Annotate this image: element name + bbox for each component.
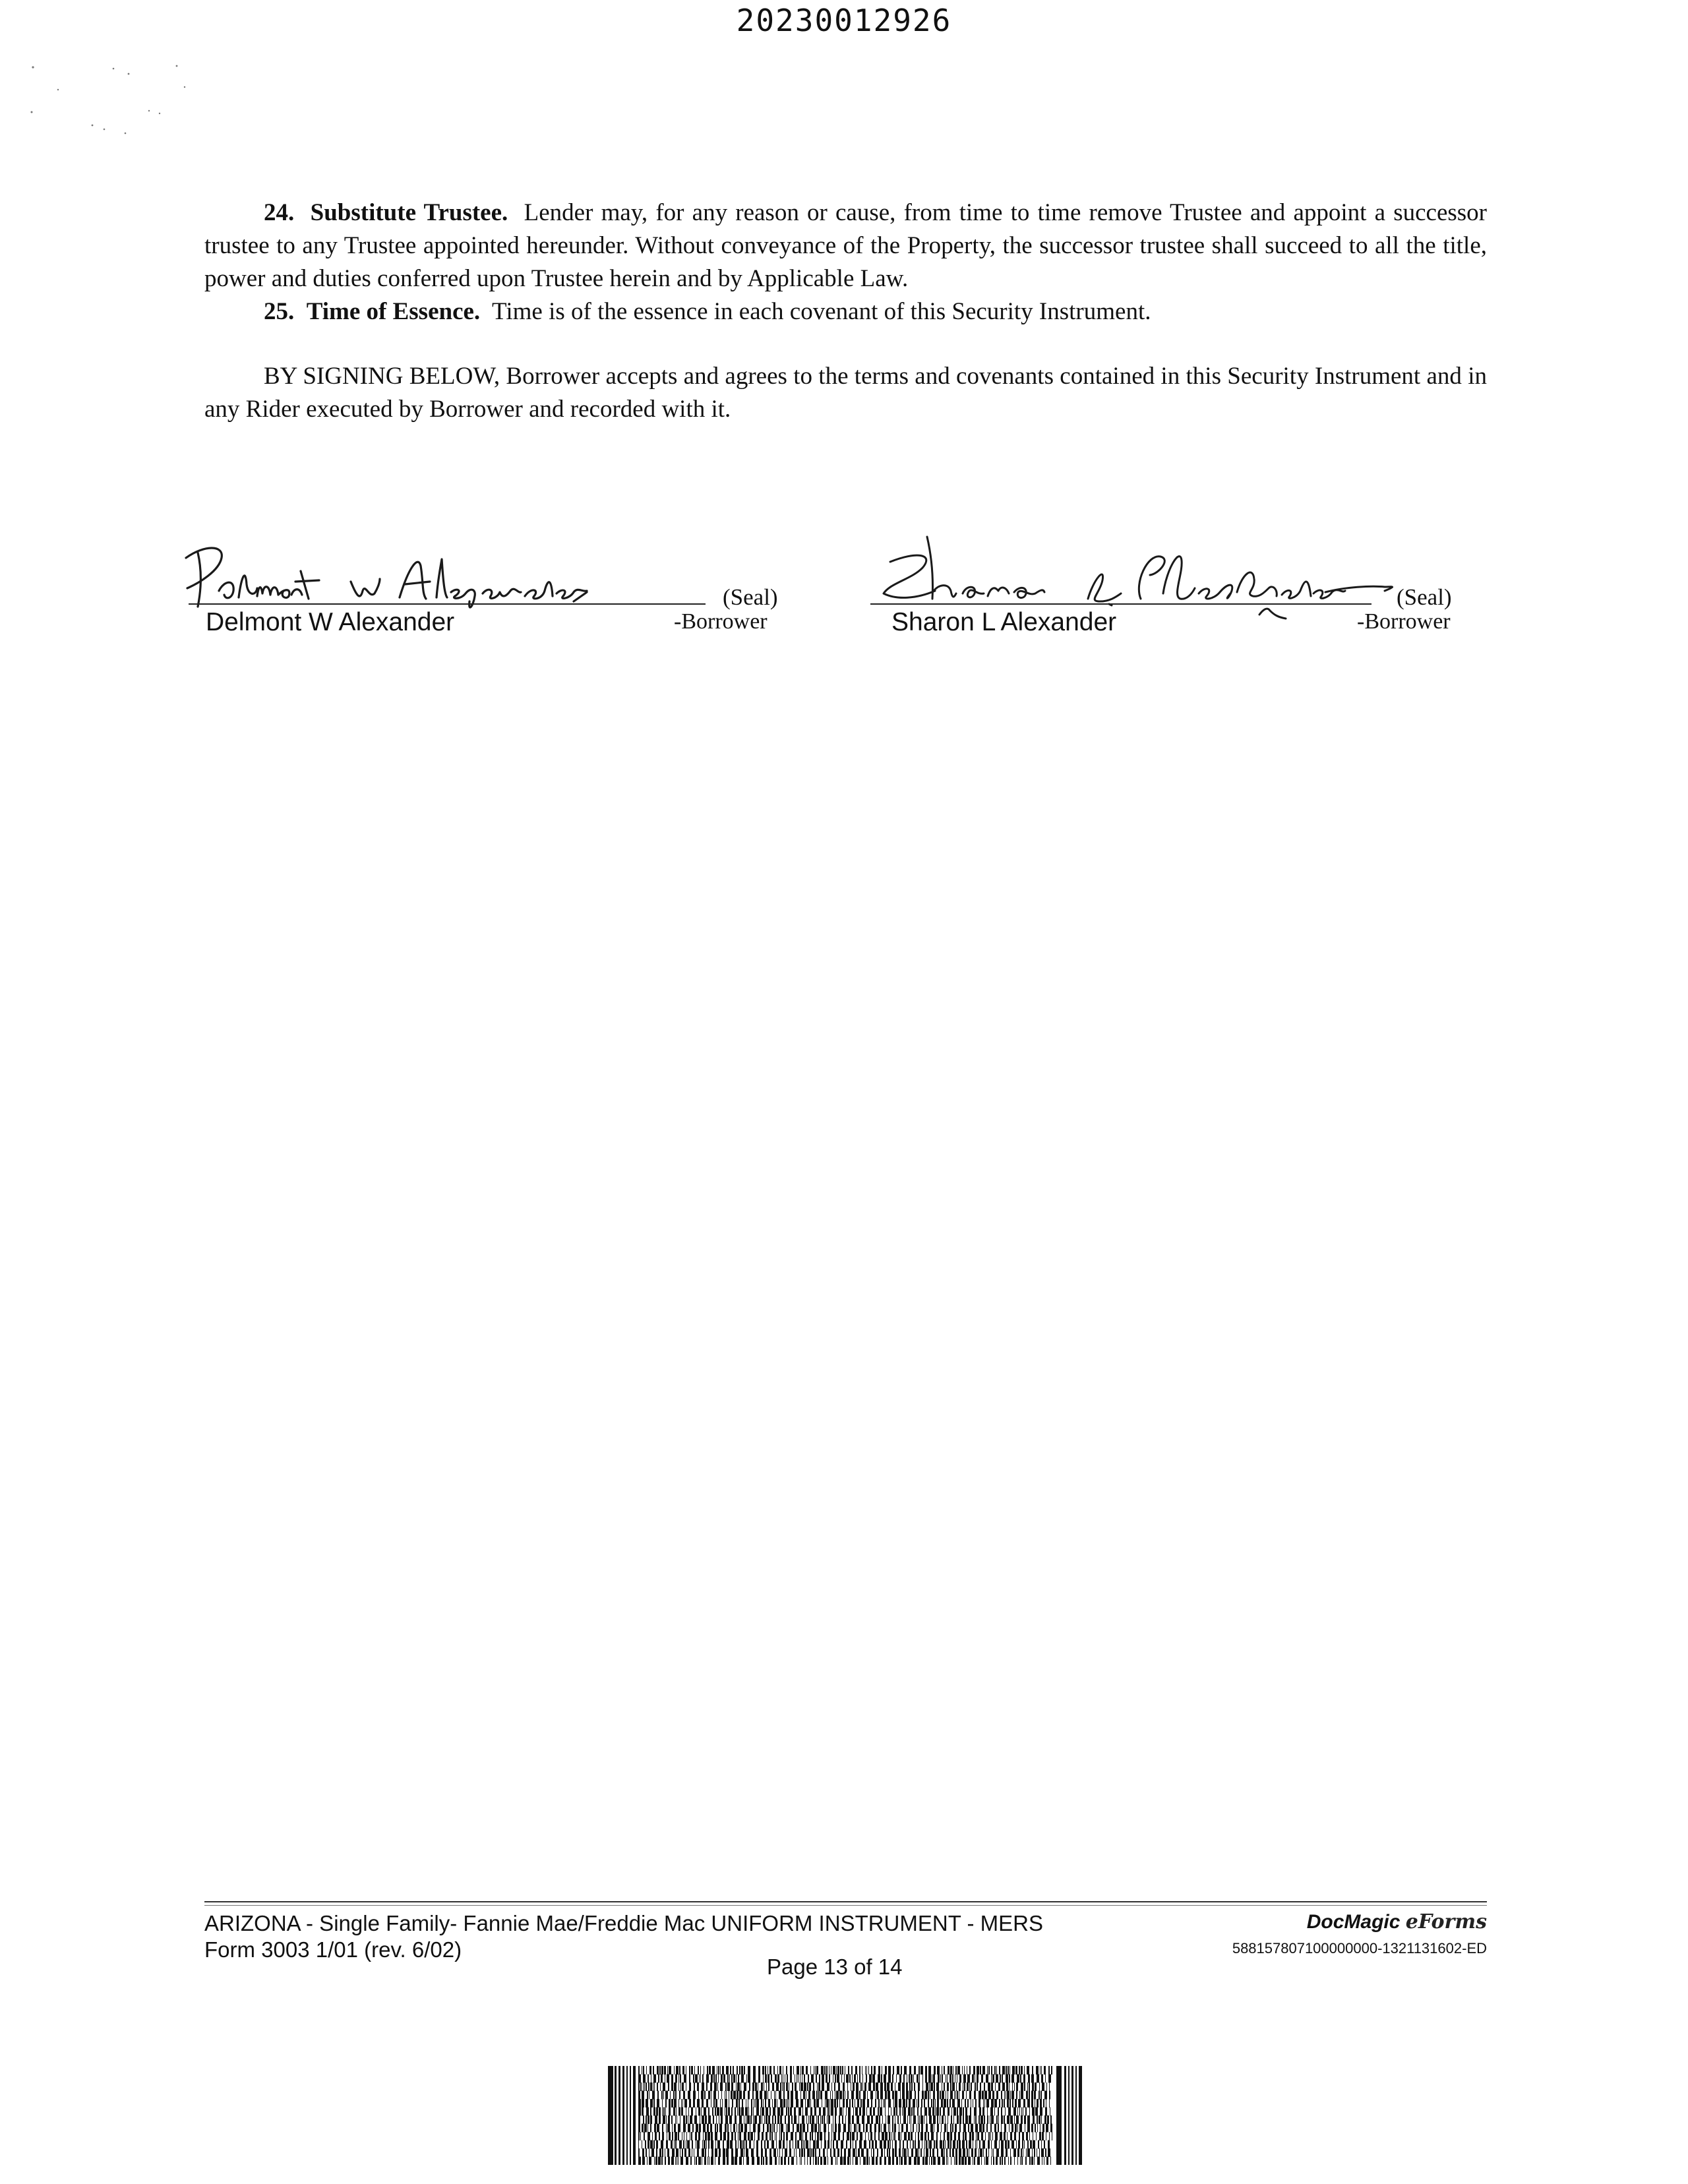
seal-label: (Seal) [723,584,778,610]
signing-text: BY SIGNING BELOW, Borrower accepts and agrees to the terms and covenants contained in this Security Instrument and in any Rider executed by Borrower and recorded with it. [204,363,1487,423]
scan-specks [20,53,204,152]
borrower-name: Sharon L Alexander [891,608,1117,636]
seal-label: (Seal) [1397,584,1452,610]
paragraph-25-heading: Time of Essence. [306,298,481,325]
form-title: ARIZONA - Single Family- Fannie Mae/Freddie Mac UNIFORM INSTRUMENT - MERS [204,1911,1043,1935]
paragraph-25-text: Time is of the essence in each covenant of this Security Instrument. [492,298,1151,325]
borrower-role: -Borrower [1357,609,1451,634]
signature-block-borrower-2 [870,528,1530,646]
document-id: 588157807100000000-1321131602-ED [1232,1940,1487,1957]
recording-number: 20230012926 [736,3,952,38]
document-body [204,197,1487,426]
footer-rule [204,1901,1487,1902]
paragraph-24-number: 24. [264,199,295,226]
footer-rule [204,1905,1487,1906]
borrower-role: -Borrower [674,609,768,634]
paragraph-25-number: 25. [264,298,295,325]
docmagic-logo [1307,1910,1487,1933]
signing-paragraph [204,360,1487,426]
form-number: Form 3003 1/01 (rev. 6/02) [204,1937,462,1962]
paragraph-25 [204,295,1487,328]
brand-main: DocMagic [1306,1911,1401,1933]
paragraph-24-text: Lender may, for any reason or cause, from time to time remove Trustee and appoint a successor trustee to any Trustee appointed hereunder. Without conveyance of the Property, the successor trustee shall succeed to all the title, power and duties conferred upon Trustee herein and by Applicable Law. [204,199,1488,292]
paragraph-24-heading: Substitute Trustee. [310,199,508,226]
brand-forms: eForms [1405,1910,1487,1933]
paragraph-24 [204,197,1487,295]
page-number: Page 13 of 14 [767,1955,903,1979]
barcode-icon [608,2066,1083,2165]
borrower-name: Delmont W Alexander [206,608,455,636]
signature-block-borrower-1 [178,528,785,646]
